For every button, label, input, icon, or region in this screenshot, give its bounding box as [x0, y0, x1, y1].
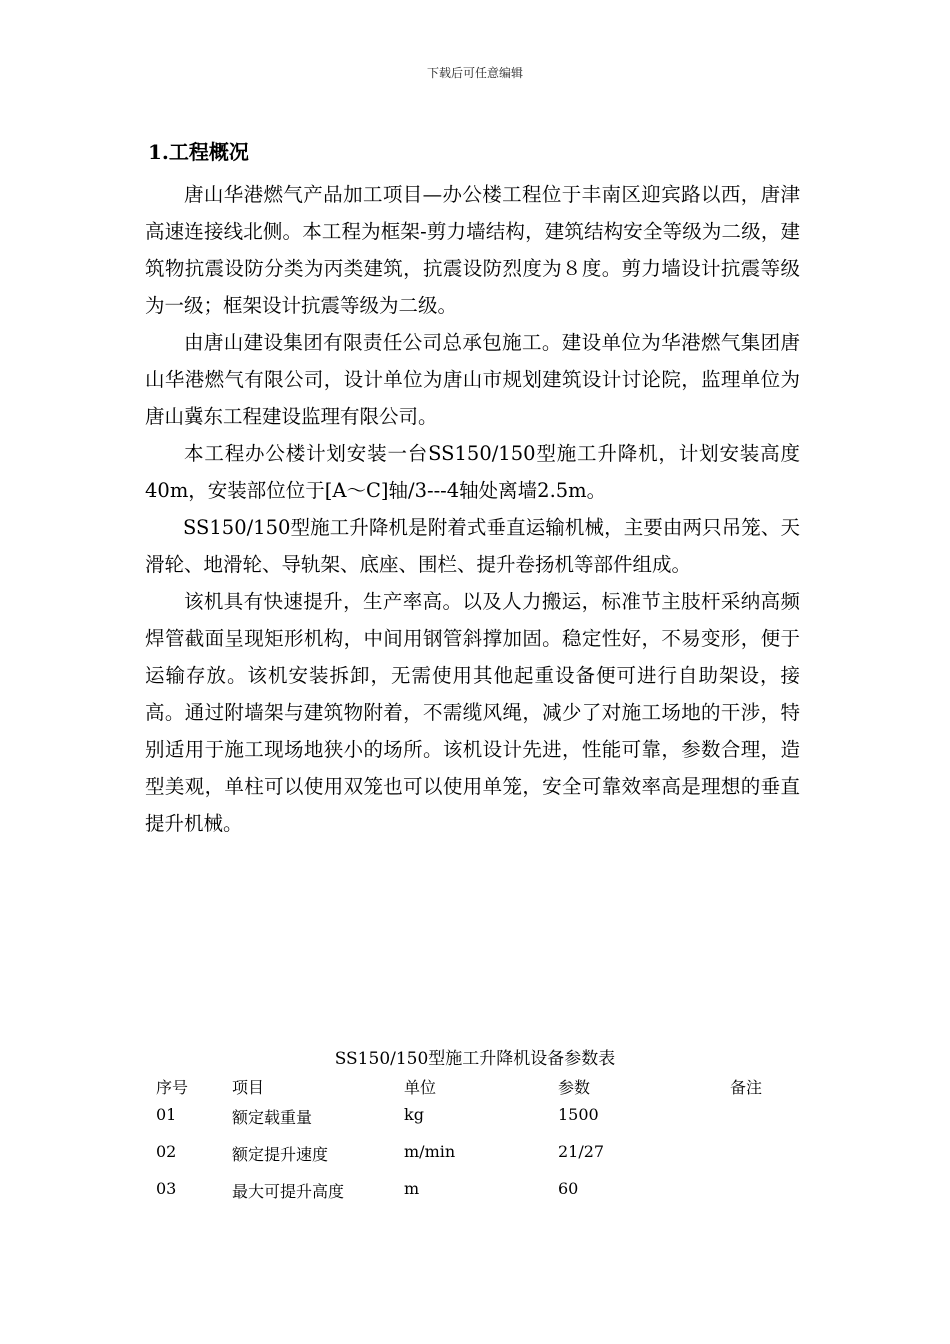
- table-cell: [722, 1142, 820, 1179]
- paragraph: 由唐山建设集团有限责任公司总承包施工。建设单位为华港燃气集团唐山华港燃气有限公司，设计单位为唐山市规划建筑设计讨论院，监理单位为唐山冀东工程建设监理有限公司。: [145, 331, 800, 428]
- table-cell: m/min: [404, 1142, 456, 1161]
- paragraph: SS150/150型施工升降机是附着式垂直运输机械，主要由两只吊笼、天滑轮、地滑轮、导轨架、底座、围栏、提升卷扬机等部件组成。: [145, 516, 800, 576]
- table-cell: 02: [156, 1142, 177, 1161]
- paragraph: 该机具有快速提升，生产率高。以及人力搬运，标准节主肢杆采纳高频焊管截面呈现矩形机构，中间用钢管斜撑加固。稳定性好，不易变形，便于运输存放。该机安装拆卸，无需使用其他起重设备便可进行自助架设，接高。通过附墙架与建筑物附着，不需缆风绳，减少了对施工场地的干涉，特别适用于施工现场地狭小的场所。该机设计先进，性能可靠，参数合理，造型美观，单柱可以使用双笼也可以使用单笼，安全可靠效率高是理想的垂直提升机械。: [145, 590, 800, 835]
- table-cell: 03: [156, 1179, 177, 1198]
- section-heading: 1.工程概况: [148, 140, 249, 164]
- table-cell: 60: [558, 1179, 579, 1198]
- table-cell: 额定提升速度: [232, 1145, 329, 1164]
- parameter-table: [148, 1075, 820, 1216]
- table-title: SS150/150型施工升降机设备参数表: [334, 1049, 616, 1069]
- table-cell: 1500: [558, 1105, 599, 1124]
- header-cell: 单位: [404, 1078, 437, 1097]
- page-header: 下载后可任意编辑: [426, 66, 523, 80]
- table-cell: 01: [156, 1105, 177, 1124]
- table-cell: 21/27: [558, 1142, 605, 1161]
- header-cell: 项目: [232, 1078, 265, 1097]
- table-row: [148, 1179, 820, 1216]
- table-cell: 最大可提升高度: [232, 1182, 345, 1201]
- header-cell: 参数: [558, 1078, 591, 1097]
- table-cell: 额定载重量: [232, 1108, 313, 1127]
- table-cell: kg: [404, 1105, 424, 1124]
- table-header-row: [148, 1075, 820, 1105]
- header-cell: 备注: [730, 1078, 763, 1097]
- table-row: [148, 1105, 820, 1142]
- paragraph: 唐山华港燃气产品加工项目—办公楼工程位于丰南区迎宾路以西，唐津高速连接线北侧。本工程为框架-剪力墙结构，建筑结构安全等级为二级，建筑物抗震设防分类为丙类建筑，抗震设防烈度为８度。剪力墙设计抗震等级为一级；框架设计抗震等级为二级。: [145, 183, 800, 317]
- table-cell: [722, 1179, 820, 1216]
- paragraph: 本工程办公楼计划安装一台SS150/150型施工升降机，计划安装高度40m，安装部位位于[A～C]轴/3---4轴处离墙2.5m。: [145, 442, 800, 502]
- header-cell: 序号: [156, 1078, 189, 1097]
- table-cell: [722, 1105, 820, 1142]
- table-row: [148, 1142, 820, 1179]
- body-text: [145, 176, 800, 842]
- table-cell: m: [404, 1179, 420, 1198]
